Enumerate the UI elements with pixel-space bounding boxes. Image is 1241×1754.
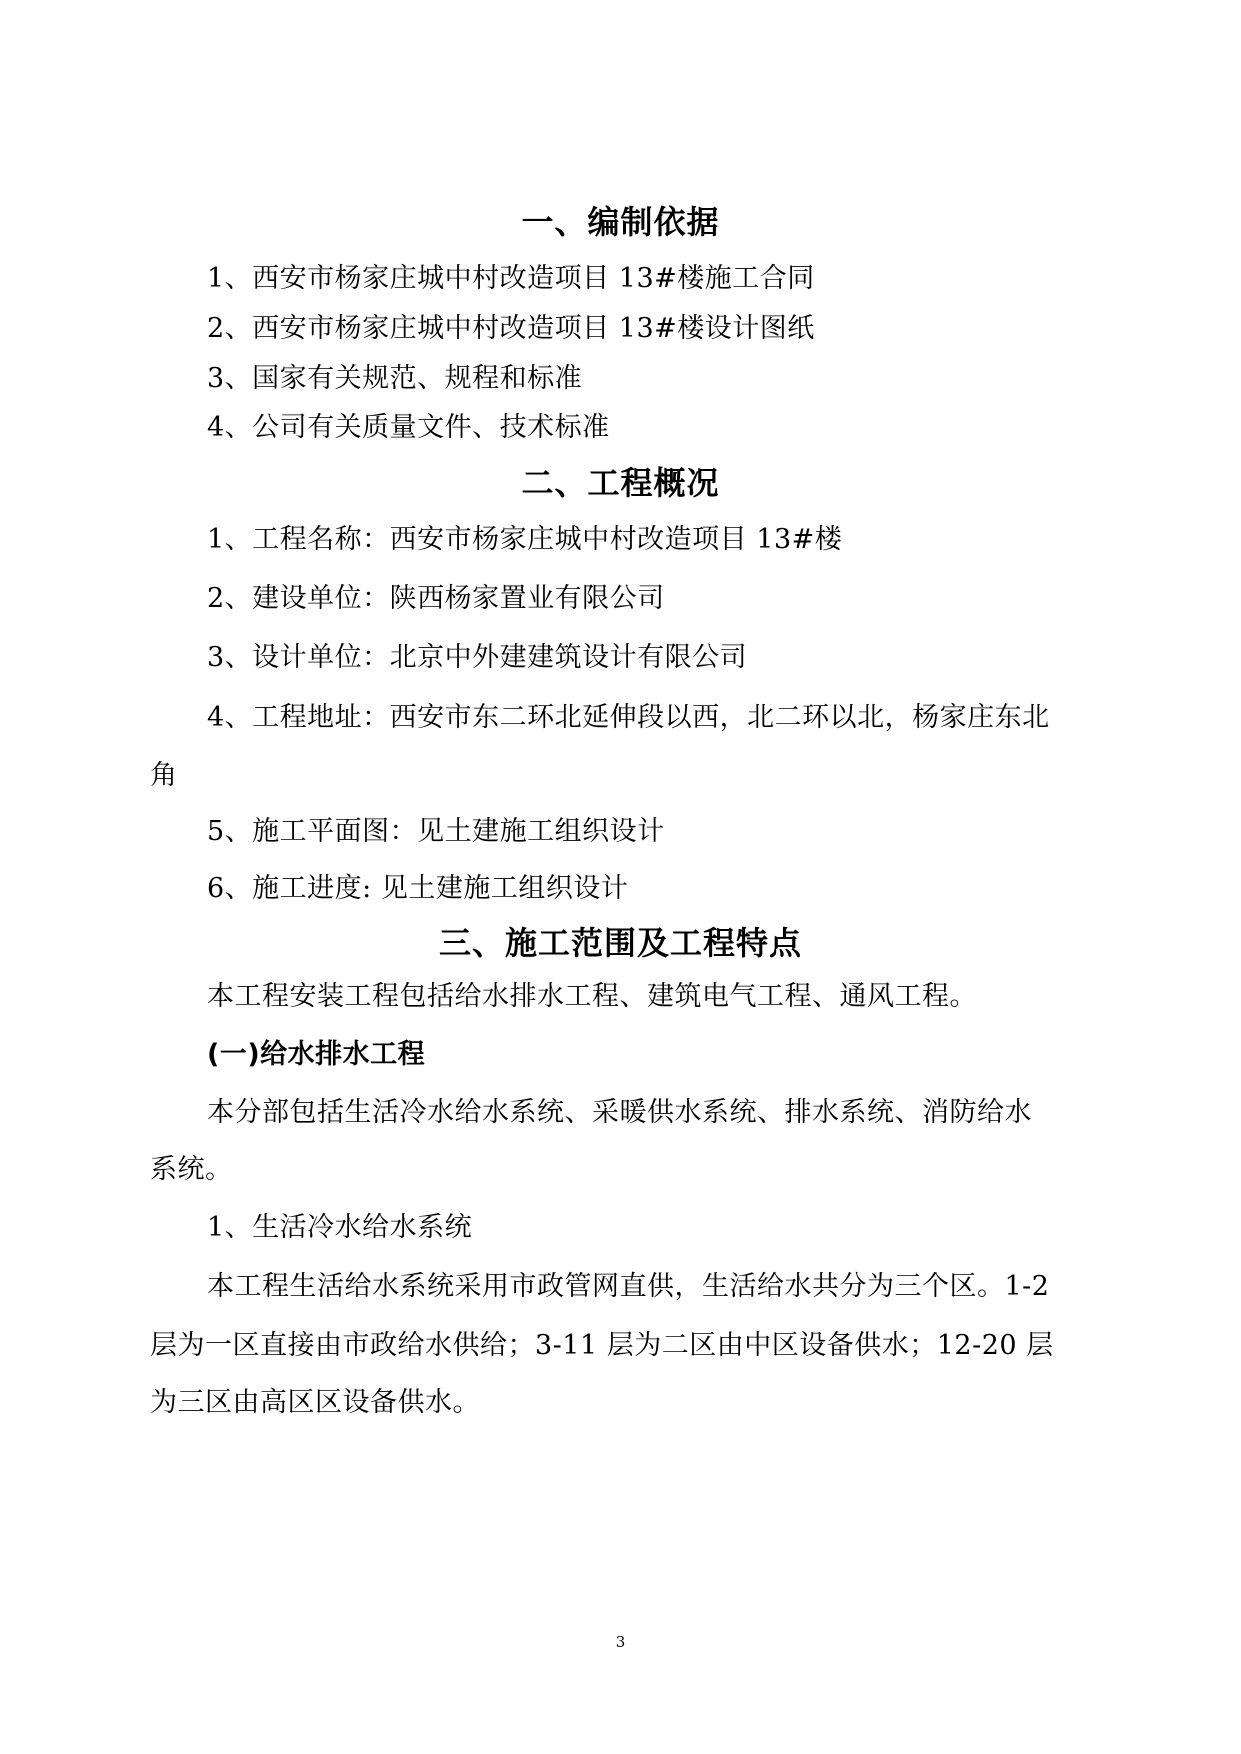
- section-heading-basis: 一、编制依据: [521, 203, 720, 241]
- page-number: 3: [615, 1633, 626, 1651]
- overview-item-3: 3、设计单位：北京中外建建筑设计有限公司: [207, 642, 748, 673]
- basis-item-2: 2、西安市杨家庄城中村改造项目 13#楼设计图纸: [207, 313, 815, 344]
- overview-item-5: 5、施工平面图：见土建施工组织设计: [207, 816, 665, 847]
- scope-item-1-line-2: 层为一区直接由市政给水供给；3-11 层为二区由中区设备供水；12-20 层: [150, 1330, 1054, 1361]
- section-heading-overview: 二、工程概况: [521, 464, 720, 502]
- overview-item-4: 4、工程地址：西安市东二环北延伸段以西，北二环以北，杨家庄东北: [207, 702, 1050, 733]
- scope-item-1-line-1: 本工程生活给水系统采用市政管网直供，生活给水共分为三个区。1-2: [207, 1271, 1050, 1302]
- scope-paragraph-line-1: 本分部包括生活冷水给水系统、采暖供水系统、排水系统、消防给水: [207, 1097, 1032, 1128]
- scope-subheading-water: (一)给水排水工程: [207, 1039, 426, 1070]
- overview-item-2: 2、建设单位：陕西杨家置业有限公司: [207, 583, 665, 614]
- scope-item-1-line-3: 为三区由高区区设备供水。: [150, 1387, 480, 1418]
- basis-item-1: 1、西安市杨家庄城中村改造项目 13#楼施工合同: [207, 263, 815, 294]
- scope-item-1-title: 1、生活冷水给水系统: [207, 1212, 473, 1243]
- overview-item-4-continued: 角: [150, 760, 178, 791]
- section-heading-scope: 三、施工范围及工程特点: [438, 924, 802, 962]
- scope-paragraph-line-2: 系统。: [150, 1154, 233, 1185]
- overview-item-1: 1、工程名称：西安市杨家庄城中村改造项目 13#楼: [207, 524, 843, 555]
- scope-intro: 本工程安装工程包括给水排水工程、建筑电气工程、通风工程。: [207, 981, 977, 1012]
- basis-item-4: 4、公司有关质量文件、技术标准: [207, 412, 610, 443]
- overview-item-6: 6、施工进度: 见土建施工组织设计: [207, 873, 629, 904]
- basis-item-3: 3、国家有关规范、规程和标准: [207, 363, 583, 394]
